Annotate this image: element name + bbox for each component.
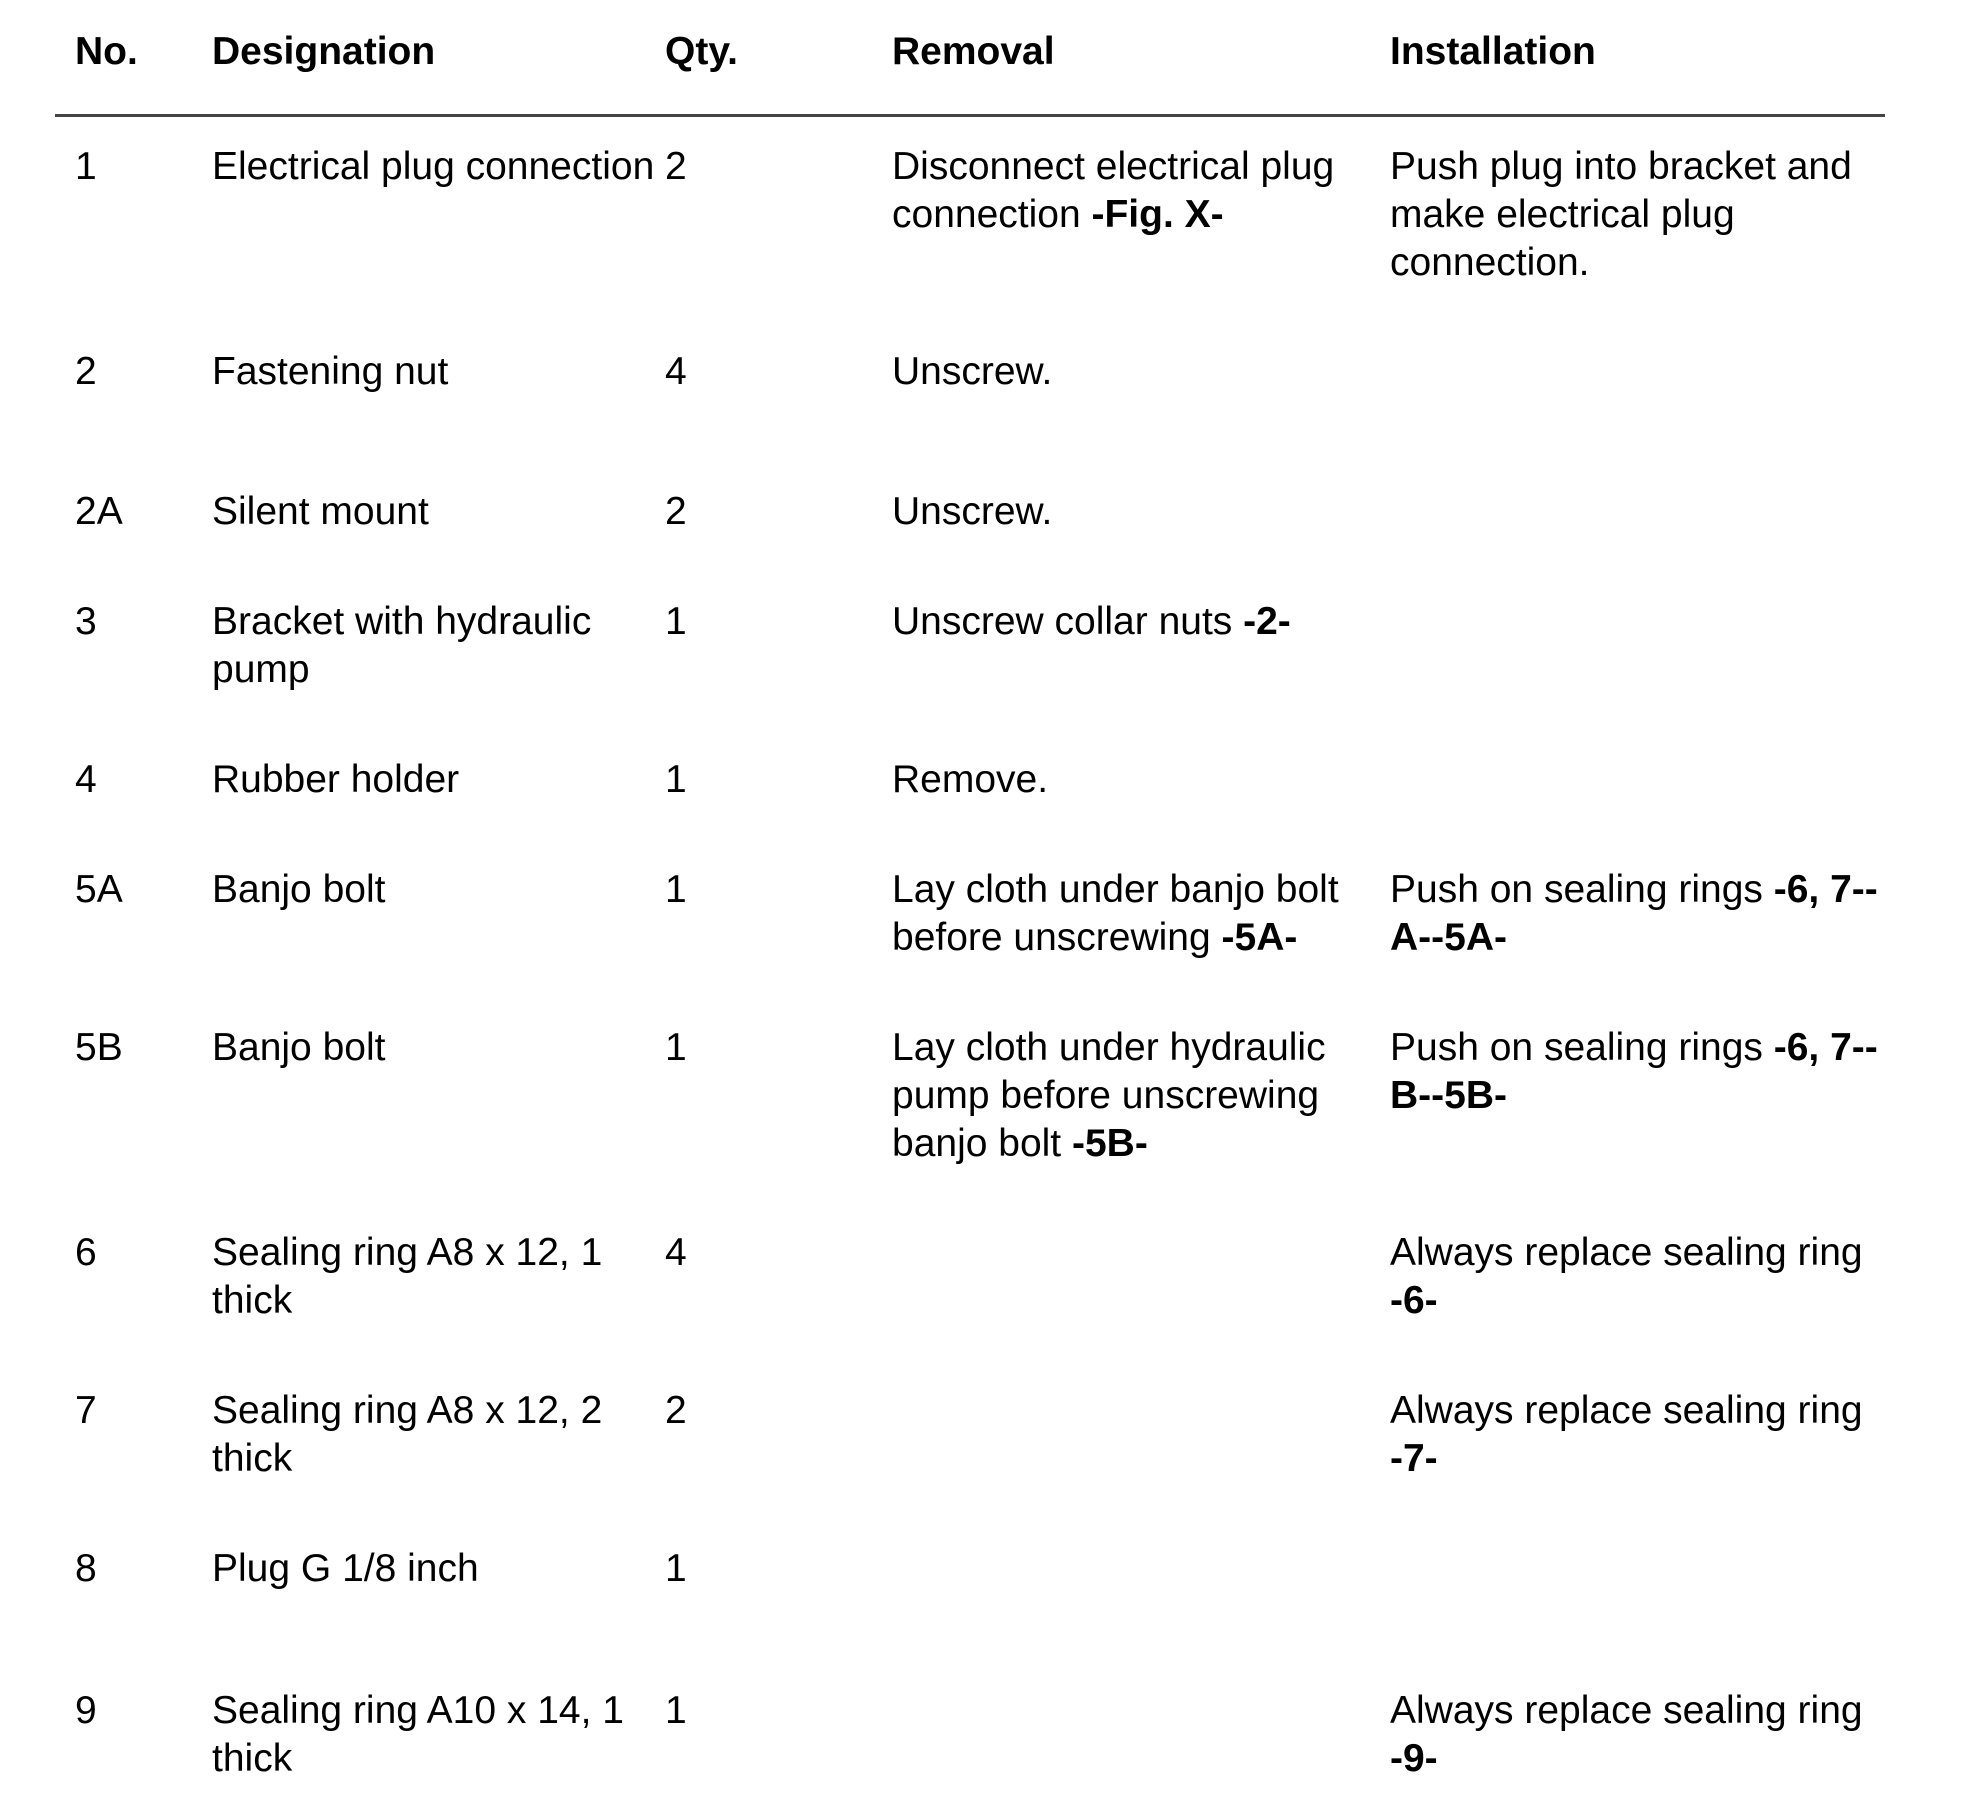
cell-qty: 1 <box>665 1689 687 1732</box>
cell-removal <box>892 866 1362 962</box>
bold-reference: -5A- <box>1221 916 1298 959</box>
text-segment: Unscrew. <box>892 490 1053 533</box>
cell-removal <box>892 1024 1362 1168</box>
cell-no: 3 <box>75 600 97 643</box>
cell-installation <box>1390 1687 1880 1783</box>
text-segment: Push on sealing rings <box>1390 868 1774 911</box>
table-row <box>55 1024 1885 1229</box>
text-segment: Always replace sealing ring <box>1390 1231 1863 1274</box>
table-row <box>55 1545 1885 1687</box>
bold-reference: -6, 7--B--5B- <box>1390 1026 1878 1117</box>
cell-designation: Silent mount <box>212 490 429 533</box>
text-segment: Always replace sealing ring <box>1390 1389 1863 1432</box>
cell-designation: Sealing ring A8 x 12, 1 thick <box>212 1231 603 1322</box>
cell-qty: 2 <box>665 490 687 533</box>
bold-reference: -5B- <box>1071 1122 1148 1165</box>
cell-no: 6 <box>75 1231 97 1274</box>
table-row <box>55 1687 1885 1817</box>
bold-reference: -7- <box>1390 1437 1438 1480</box>
table-header <box>55 0 1885 117</box>
table-row <box>55 143 1885 348</box>
cell-no: 2A <box>75 490 123 533</box>
cell-no: 5A <box>75 868 123 911</box>
cell-designation: Banjo bolt <box>212 868 386 911</box>
header-qty: Qty. <box>665 30 738 73</box>
text-segment: Push on sealing rings <box>1390 1026 1774 1069</box>
cell-installation <box>1390 143 1880 287</box>
cell-qty: 1 <box>665 868 687 911</box>
table-row <box>55 1229 1885 1387</box>
bold-reference: -6- <box>1390 1279 1438 1322</box>
cell-installation <box>1390 1229 1880 1325</box>
table-row <box>55 1387 1885 1545</box>
header-removal: Removal <box>892 30 1055 73</box>
text-segment: Unscrew collar nuts <box>892 600 1244 643</box>
cell-designation: Sealing ring A8 x 12, 2 thick <box>212 1389 603 1480</box>
cell-removal <box>892 348 1362 396</box>
cell-removal <box>892 598 1362 646</box>
bold-reference: -Fig. X- <box>1091 193 1224 236</box>
text-segment: Lay cloth under hydraulic pump before unscrewing banjo bolt <box>892 1026 1326 1165</box>
bold-reference: -6, 7--A--5A- <box>1390 868 1878 959</box>
cell-qty: 1 <box>665 600 687 643</box>
header-no: No. <box>75 30 138 73</box>
cell-designation: Banjo bolt <box>212 1026 386 1069</box>
cell-no: 5B <box>75 1026 123 1069</box>
cell-qty: 1 <box>665 1026 687 1069</box>
bold-reference: -2- <box>1243 600 1291 643</box>
cell-no: 7 <box>75 1389 97 1432</box>
cell-no: 8 <box>75 1547 97 1590</box>
cell-qty: 4 <box>665 1231 687 1274</box>
cell-no: 2 <box>75 350 97 393</box>
cell-designation: Fastening nut <box>212 350 449 393</box>
cell-installation <box>1390 1024 1880 1120</box>
cell-qty: 4 <box>665 350 687 393</box>
cell-no: 9 <box>75 1689 97 1732</box>
table-row <box>55 348 1885 488</box>
cell-qty: 2 <box>665 145 687 188</box>
header-designation: Designation <box>212 30 436 73</box>
cell-qty: 2 <box>665 1389 687 1432</box>
bold-reference: -9- <box>1390 1737 1438 1780</box>
cell-designation: Sealing ring A10 x 14, 1 thick <box>212 1689 624 1780</box>
cell-removal <box>892 488 1362 536</box>
table-body <box>55 143 1885 1817</box>
cell-designation: Rubber holder <box>212 758 460 801</box>
table-row <box>55 598 1885 756</box>
table-row <box>55 866 1885 1024</box>
text-segment: Always replace sealing ring <box>1390 1689 1863 1732</box>
table-row <box>55 756 1885 866</box>
header-installation: Installation <box>1390 30 1596 73</box>
text-segment: Remove. <box>892 758 1049 801</box>
cell-designation: Electrical plug connection <box>212 145 655 188</box>
cell-qty: 1 <box>665 1547 687 1590</box>
text-segment: Lay cloth under banjo bolt before unscrewing <box>892 868 1339 959</box>
cell-no: 4 <box>75 758 97 801</box>
cell-designation: Plug G 1/8 inch <box>212 1547 479 1590</box>
text-segment: Push plug into bracket and make electrical plug connection. <box>1390 145 1852 284</box>
cell-designation: Bracket with hydraulic pump <box>212 600 592 691</box>
cell-qty: 1 <box>665 758 687 801</box>
cell-removal <box>892 143 1362 239</box>
cell-installation <box>1390 866 1880 962</box>
text-segment: Unscrew. <box>892 350 1053 393</box>
cell-no: 1 <box>75 145 97 188</box>
cell-installation <box>1390 1387 1880 1483</box>
text-segment: Disconnect electrical plug connection <box>892 145 1335 236</box>
table-row <box>55 488 1885 598</box>
cell-removal <box>892 756 1362 804</box>
parts-table <box>55 0 1885 1817</box>
